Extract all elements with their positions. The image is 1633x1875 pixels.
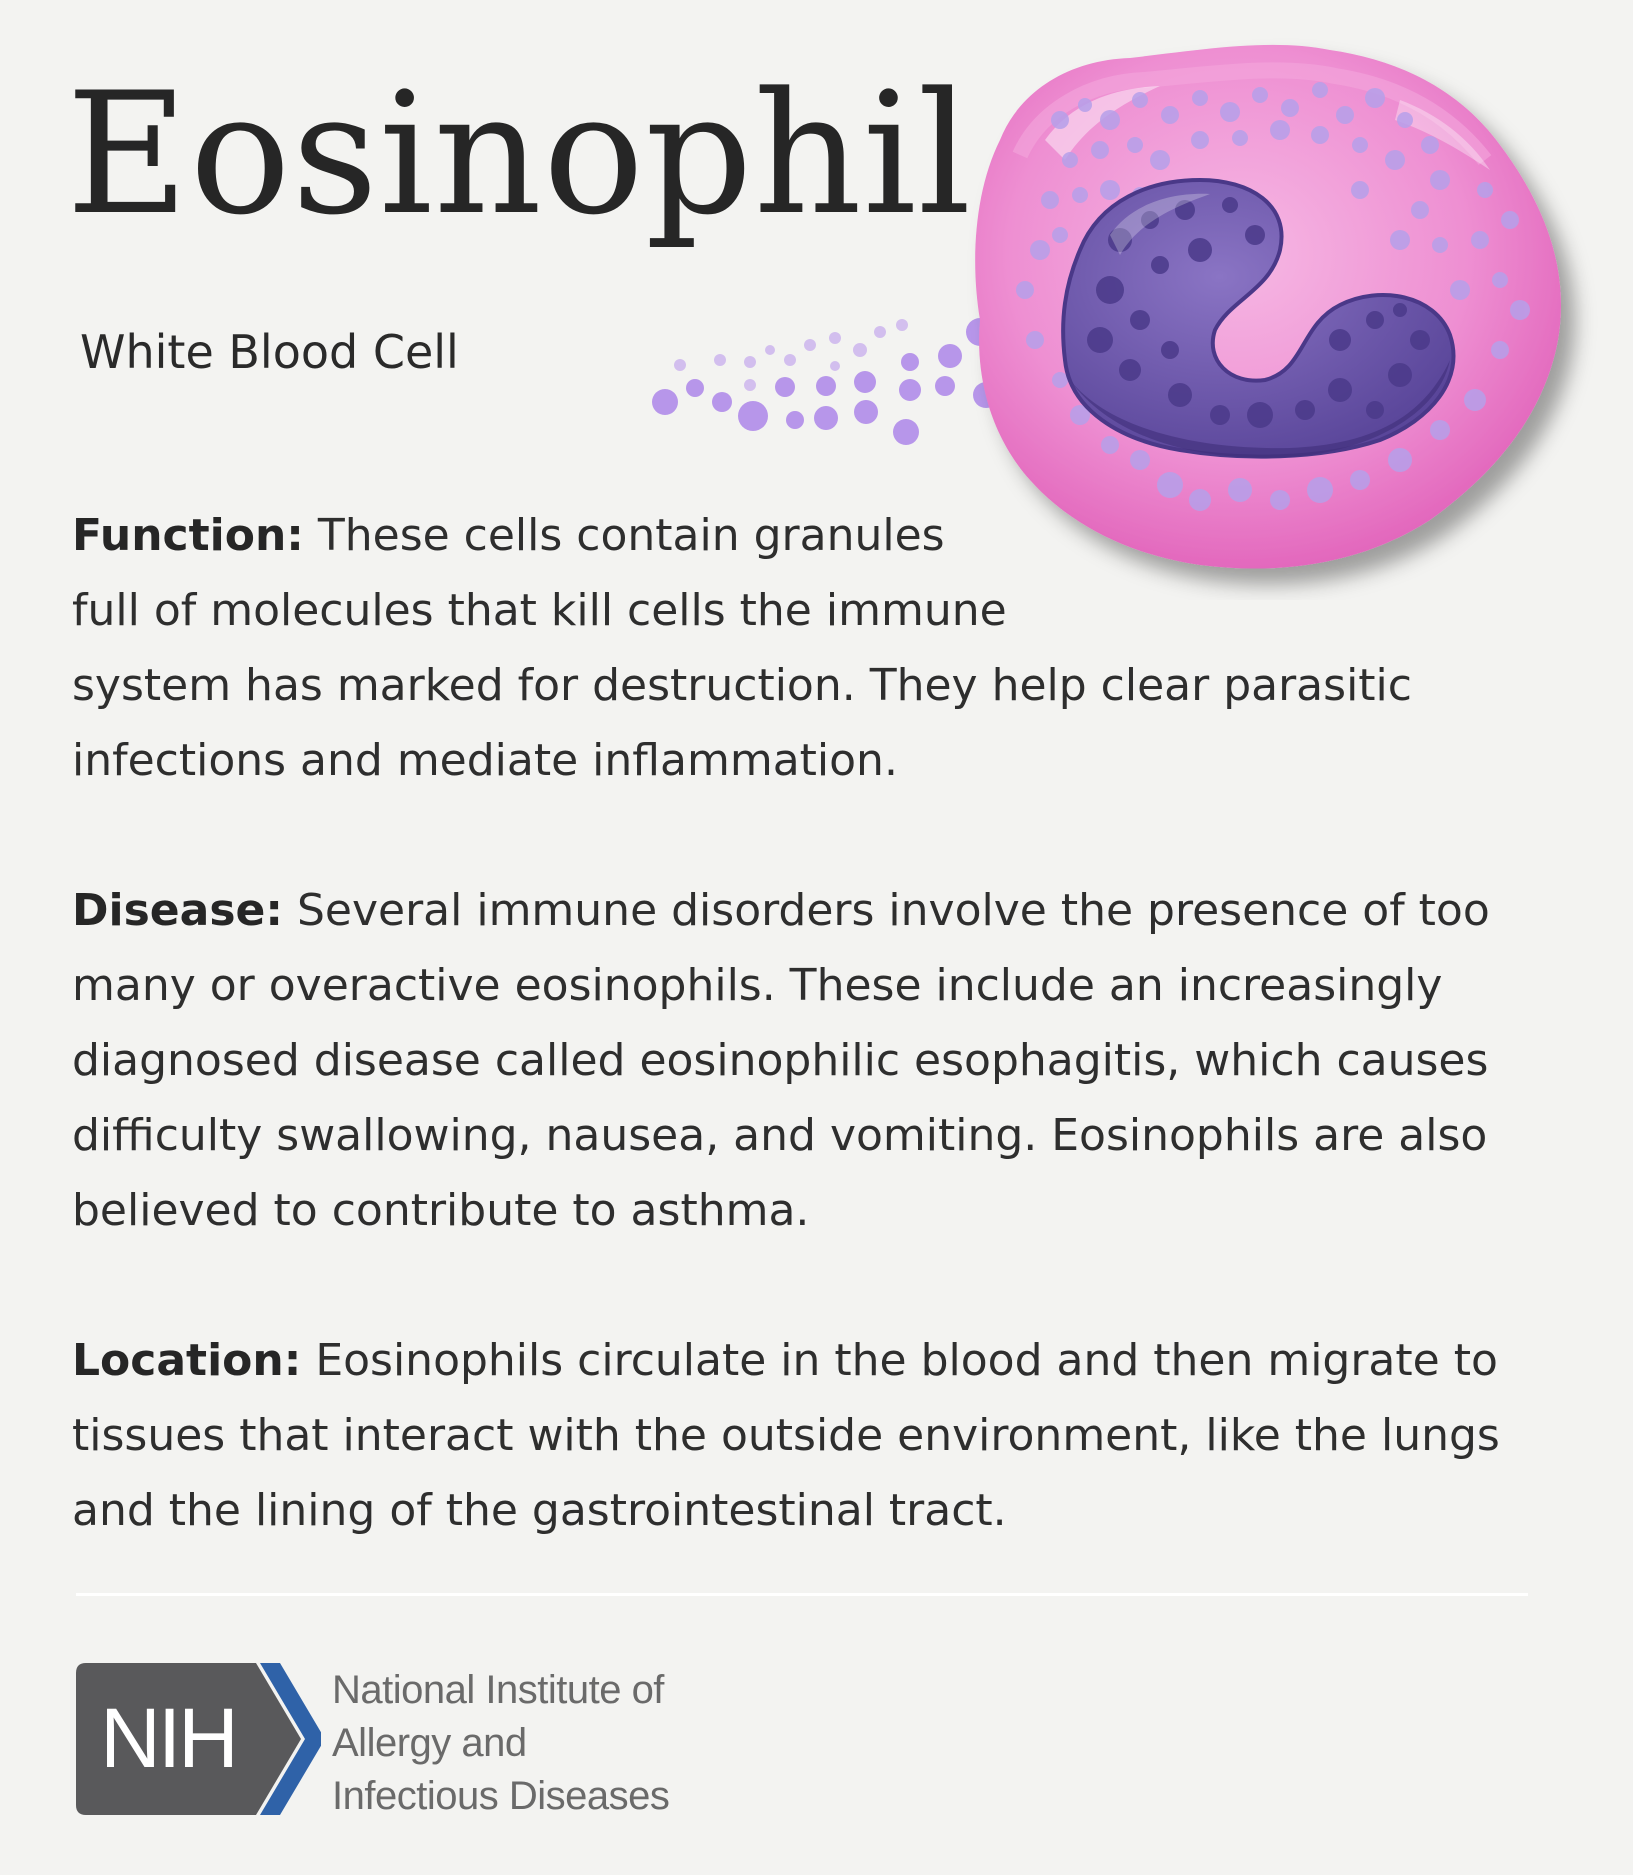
nih-logo xyxy=(76,1663,321,1815)
nih-logo-text: NIH xyxy=(100,1691,236,1785)
function-text-4: infections and mediate inflammation. xyxy=(72,735,898,786)
location-label: Location: xyxy=(72,1335,302,1386)
location-text: Eosinophils circulate in the blood and then migrate to tissues that interact with the outside environment, like the lungs and the lining of the gastrointestinal tract. xyxy=(72,1335,1500,1536)
function-line-1 xyxy=(72,498,1472,573)
function-text-1: These cells contain granules xyxy=(317,510,945,561)
function-label: Function: xyxy=(72,510,304,561)
footer-divider xyxy=(76,1593,1528,1596)
org-name-line-1: National Institute of xyxy=(332,1668,664,1712)
function-text-2: full of molecules that kill cells the immune xyxy=(72,585,1007,636)
org-name xyxy=(332,1664,669,1823)
disease-text: Several immune disorders involve the presence of too many or overactive eosinophils. These include an increasingly diagnosed disease called eosinophilic esophagitis, which causes difficulty swallowing, nausea, and vomiting. Eosinophils are also believed to contribute to asthma. xyxy=(72,885,1490,1236)
page-title: Eosinophil xyxy=(66,56,973,252)
org-name-line-2: Allergy and xyxy=(332,1721,527,1765)
function-text-3: system has marked for destruction. They help clear parasitic xyxy=(72,660,1412,711)
function-section xyxy=(72,498,1472,798)
disease-section xyxy=(72,873,1572,1248)
location-section xyxy=(72,1323,1572,1548)
page-subtitle: White Blood Cell xyxy=(80,325,459,379)
org-name-line-3: Infectious Diseases xyxy=(332,1774,670,1818)
disease-label: Disease: xyxy=(72,885,283,936)
